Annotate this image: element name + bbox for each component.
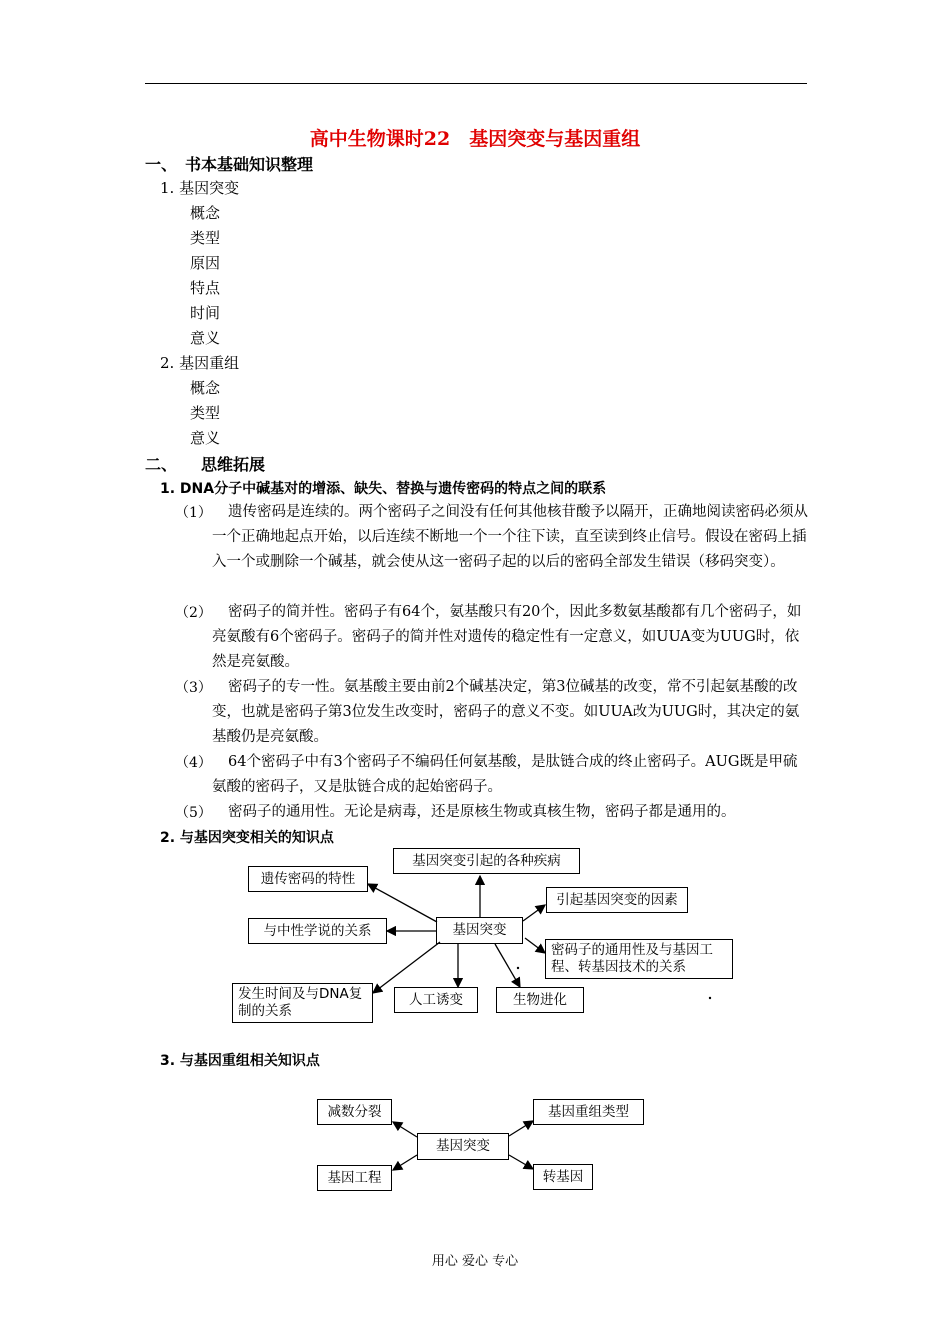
- page-title: 高中生物课时22 基因突变与基因重组: [309, 128, 641, 150]
- item2-sub: 类型: [190, 404, 221, 422]
- point3-num: （3）: [175, 680, 212, 696]
- item1-sub: 特点: [190, 279, 221, 297]
- section2-heading: 二、 思维拓展: [145, 455, 266, 474]
- item2-sub: 意义: [190, 429, 221, 447]
- diagram2-center-box: 基因突变: [417, 1133, 509, 1160]
- point5-text: 密码子的通用性。无论是病毒，还是原核生物或真核生物，密码子都是通用的。: [228, 804, 736, 820]
- section1-heading: 一、 书本基础知识整理: [145, 155, 314, 174]
- sub1-heading: 1. DNA分子中碱基对的增添、缺失、替换与遗传密码的特点之间的联系: [160, 481, 607, 497]
- diagram1-right-mid-box: 密码子的通用性及与基因工程、转基因技术的关系: [545, 939, 733, 979]
- diagram1-left-top-box: 遗传密码的特性: [248, 866, 368, 892]
- item1-sub: 时间: [190, 304, 221, 322]
- item1-sub: 原因: [190, 254, 221, 272]
- diagram1-top-box: 基因突变引起的各种疾病: [393, 848, 580, 874]
- diagram1-left-bottom-box: 发生时间及与DNA复制的关系: [232, 983, 373, 1023]
- point2-num: （2）: [175, 605, 212, 621]
- diagram2-left-top-box: 减数分裂: [317, 1099, 392, 1125]
- sub2-heading: 2. 与基因突变相关的知识点: [160, 830, 334, 846]
- sub3-heading: 3. 与基因重组相关知识点: [160, 1053, 320, 1069]
- item2-sub: 概念: [190, 379, 221, 397]
- point2-text: 密码子的简并性。密码子有64个，氨基酸只有20个，因此多数氨基酸都有几个密码子，如亮氨酸有6个密码子。密码子的简并性对遗传的稳定性有一定意义，如UUA变为UUG时，依然是亮氨酸。: [212, 604, 802, 670]
- diagram1-bottom-right-box: 生物进化: [496, 987, 584, 1013]
- point5-num: （5）: [175, 805, 212, 821]
- item1-label: 1. 基因突变: [160, 179, 240, 197]
- page-footer: 用心 爱心 专心: [431, 1254, 519, 1269]
- diagram1-left-mid-box: 与中性学说的关系: [248, 918, 387, 944]
- point1-num: （1）: [175, 505, 212, 521]
- point4-num: （4）: [175, 755, 212, 771]
- diagram2-right-bottom-box: 转基因: [533, 1164, 593, 1190]
- item2-label: 2. 基因重组: [160, 354, 240, 372]
- diagram2-left-bottom-box: 基因工程: [317, 1165, 392, 1191]
- diagram1-bottom-mid-box: 人工诱变: [394, 987, 478, 1013]
- diagram1-right-top-box: 引起基因突变的因素: [546, 887, 688, 913]
- point4-text: 64个密码子中有3个密码子不编码任何氨基酸，是肽链合成的终止密码子。AUG既是甲硫氨酸的密码子，又是肽链合成的起始密码子。: [212, 754, 798, 795]
- point1-text: 遗传密码是连续的。两个密码子之间没有任何其他核苷酸予以隔开，正确地阅读密码必须从一个正确地起点开始，以后连续不断地一个一个往下读，直至读到终止信号。假设在密码上插入一个或删除一个碱基，就会使从这一密码子起的以后的密码全部发生错误（移码突变）。: [212, 504, 808, 570]
- item1-sub: 类型: [190, 229, 221, 247]
- item1-sub: 意义: [190, 329, 221, 347]
- point3-text: 密码子的专一性。氨基酸主要由前2个碱基决定，第3位碱基的改变，常不引起氨基酸的改变，也就是密码子第3位发生改变时，密码子的意义不变。如UUA改为UUG时，其决定的氨基酸仍是亮氨酸。: [212, 679, 800, 745]
- item1-sub: 概念: [190, 204, 221, 222]
- diagram2-right-top-box: 基因重组类型: [533, 1099, 644, 1125]
- diagram1-center-box: 基因突变: [436, 917, 523, 944]
